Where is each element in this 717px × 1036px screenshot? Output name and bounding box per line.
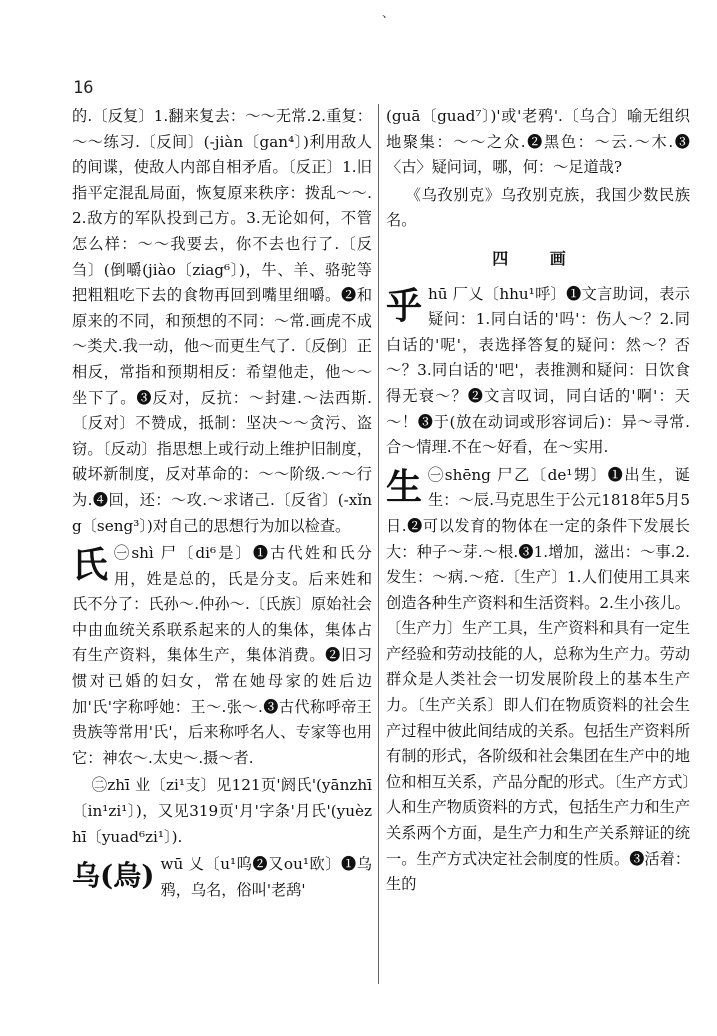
section-heading: 四 画 [492, 248, 584, 268]
dictionary-entry [72, 773, 372, 850]
dictionary-entry [386, 282, 690, 461]
dictionary-entry [386, 463, 690, 898]
headword: 氏 [72, 544, 109, 587]
column-divider [378, 104, 379, 984]
page-number: 16 [73, 78, 94, 98]
dictionary-entry [72, 852, 372, 903]
scan-mark: 、 [382, 6, 395, 20]
entry-text: hū 厂乂〔hhu¹呼〕❶文言助词，表示疑问：1.同白话的'吗'：伤人～？2.同白话的'呢'，表选择答复的疑问：然～？否～？3.同白话的'吧'，表推测和疑问：日饮食得无衰～？❷文言叹词，同白话的'啊'：天～！❸于(放在动词或形容词后)：异～寻常.合～情理.不在～好看，在～实用. [386, 284, 690, 457]
entry-text: ㊀shēng 尸乙〔de¹甥〕❶出生，诞生：～辰.马克思生于公元1818年5月5日.❷可以发育的物体在一定的条件下发展长大：种子～芽.～根.❸1.增加，滋出：～事.2.发生：～病.～疮.〔生产〕1.人们使用工具来创造各种生产资料和生活资料。2.生小孩儿。〔生产力〕生产工具，生产资料和具有一定生产经验和劳动技能的人，总称为生产力。劳动群众是人类社会一切发展阶段上的基本生产力。〔生产关系〕即人们在物质资料的社会生产过程中彼此间结成的关系。包括生产资料所有制的形式，各阶级和社会集团在生产中的地位和相互关系，产品分配的形式。〔生产方式〕人和生产物质资料的方式，包括生产力和生产关系两个方面，是生产力和生产关系辩证的统一。生产方式决定社会制度的性质。❸活着：生的 [386, 465, 690, 894]
entry-text: 《乌孜别克》乌孜别克族，我国少数民族名。 [386, 185, 690, 230]
right-column [386, 104, 690, 900]
dictionary-entry [72, 541, 372, 771]
headword: 生 [386, 465, 423, 508]
headword: 乎 [386, 284, 423, 327]
entry-text: ㊁zhī 业〔zi¹支〕见121页'阏氏'(yānzhī〔in¹zi¹〕)，又见319页'月'字条'月氏'(yuèzhī〔yuad⁶zi¹〕). [72, 776, 372, 846]
left-column [72, 104, 372, 905]
entry-text: wū 乂〔u¹呜❷又ou¹欧〕❶乌鸦，乌名，俗叫'老鸹' [160, 855, 372, 899]
headword: 乌(烏) [72, 859, 155, 893]
entry-text: (guā〔guad⁷〕)'或'老鸦'.〔乌合〕喻无组织地聚集：～～之众.❷黑色：～云.～木.❸〈古〉疑问词，哪，何：～足道哉? [386, 107, 690, 177]
entry-text: ㊀shì 尸〔di⁶是〕❶古代姓和氏分用，姓是总的，氏是分支。后来姓和氏不分了：氏孙～.仲孙～.〔氏族〕原始社会中由血统关系联系起来的人的集体，集体占有生产资料，集体生产，集体消费。❷旧习惯对已婚的妇女，常在她母家的姓后边加'氏'字称呼她：王～.张～.❸古代称呼帝王贵族等常用'氏'，后来称呼名人、专家等也用它：神农～.太史～.摄～者. [72, 544, 372, 767]
entry-text: 的.〔反复〕1.翻来复去：～～无常.2.重复：～～练习.〔反间〕(-jiàn〔gan⁴〕)利用敌人的间谍，使敌人内部自相矛盾。〔反正〕1.旧指平定混乱局面，恢复原来秩序：拨乱～～.2.敌方的军队投到己方。3.无论如何，不管怎么样：～～我要去，你不去也行了.〔反刍〕(倒嚼(jiào〔ziag⁶〕)，牛、羊、骆驼等把粗粗吃下去的食物再回到嘴里细嚼。❷和原来的不同，和预想的不同：～常.画虎不成～类犬.我一动，他～而更生气了.〔反倒〕正相反，常指和预期相反：希望他走，他～～坐下了。❸反对，反抗：～封建.～法西斯.〔反对〕不赞成，抵制：坚决～～贪污、盗窃。〔反动〕指思想上或行动上维护旧制度，破坏新制度，反对革命的：～～阶级.～～行为.❹回，还：～攻.～求诸己.〔反省〕(-xǐng〔seng³〕)对自己的思想行为加以检查。 [72, 107, 372, 535]
